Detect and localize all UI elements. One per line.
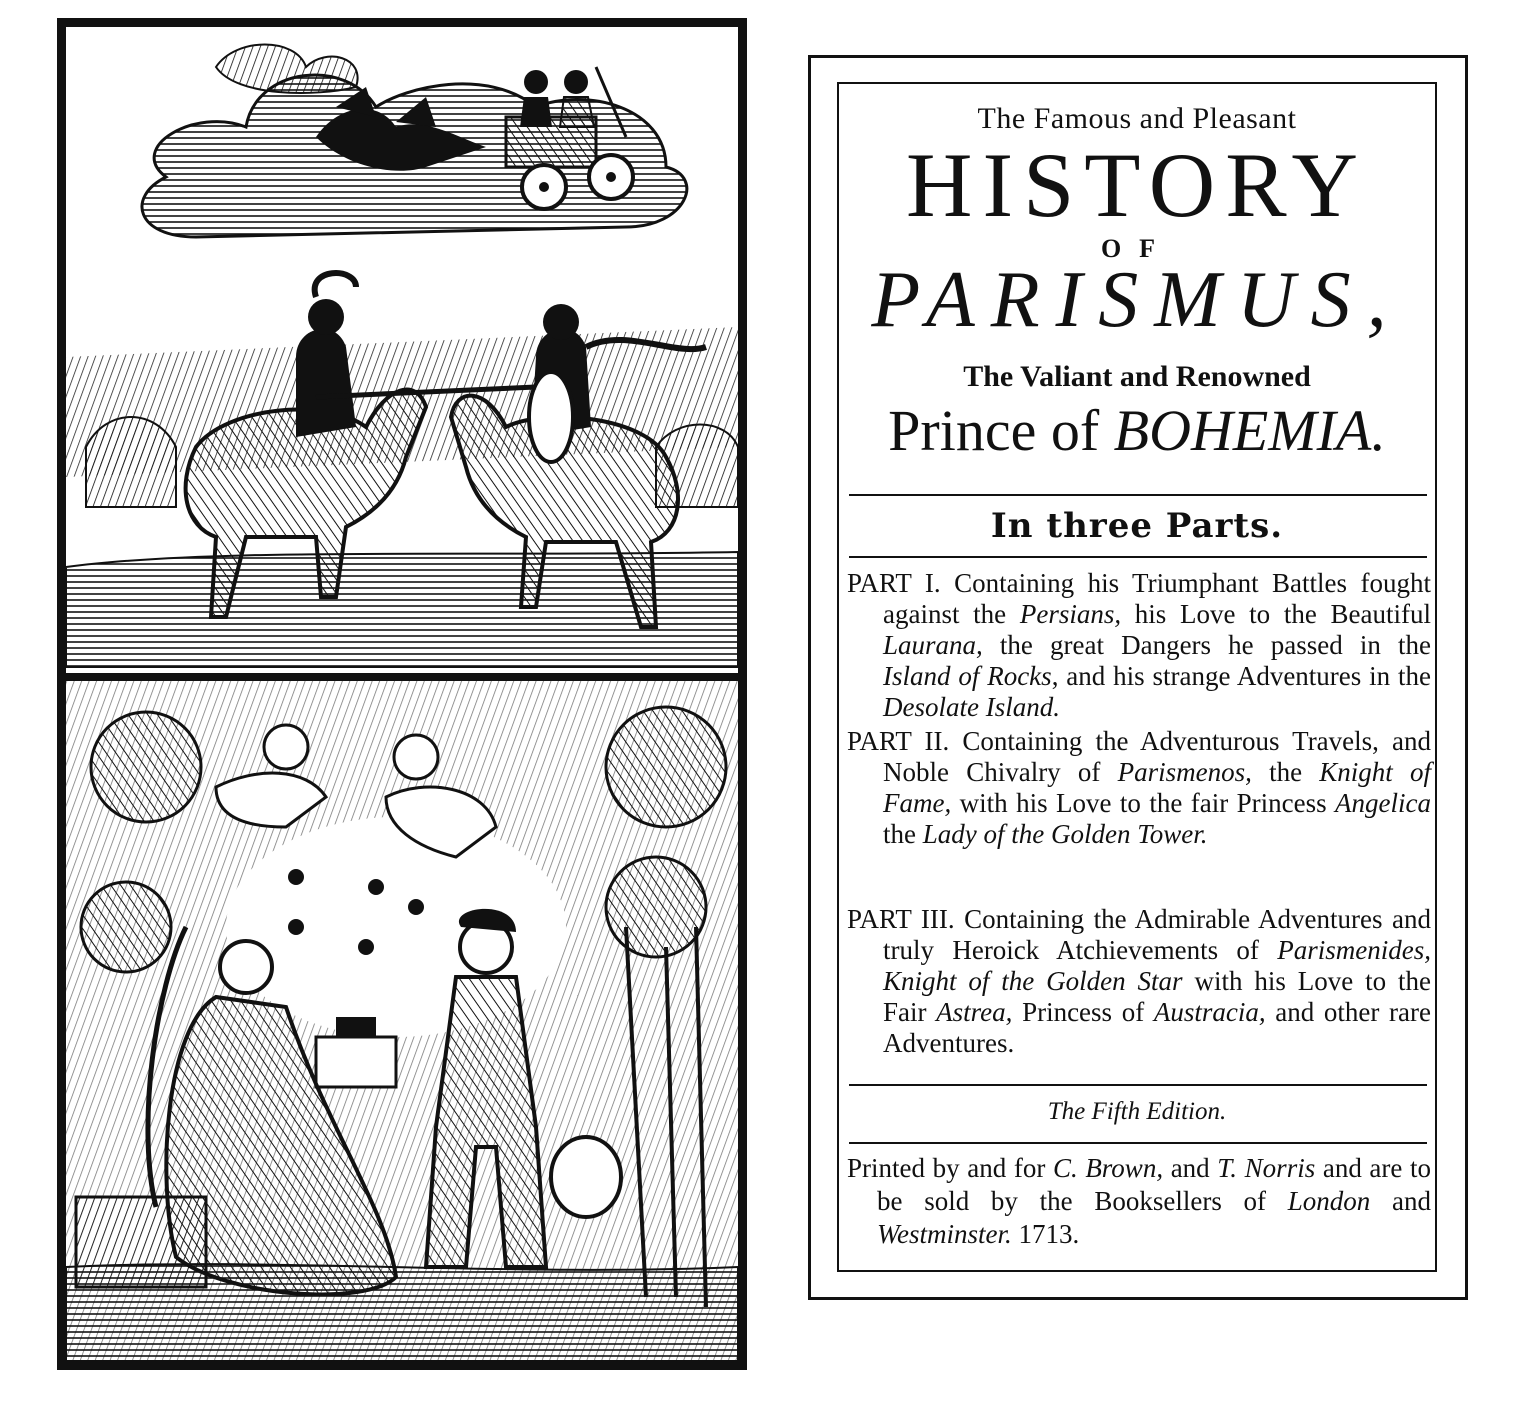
part-label: PART II. [847, 726, 950, 756]
part-two-description [847, 726, 1431, 850]
part-text: Containing his Triumphant Battles fought against the [883, 568, 1431, 629]
imprint-italic: London [1287, 1186, 1371, 1216]
part-italic: Parismenides, Knight of the Golden Star [883, 935, 1431, 996]
imprint-text: and [1370, 1186, 1431, 1216]
part-one-description [847, 568, 1431, 723]
title-line-valiant: The Valiant and Renowned [963, 360, 1311, 393]
woodcut-illustration [66, 27, 738, 1361]
part-italic: Angelica [1335, 788, 1431, 818]
lady-and-knight-garden-scene [66, 681, 738, 1361]
part-italic: Parismenos, [1117, 757, 1252, 787]
title-line-prince [839, 398, 1435, 463]
title-line-famous: The Famous and Pleasant [977, 102, 1297, 135]
edition-line: The Fifth Edition. [1047, 1098, 1227, 1125]
part-text: Containing the Admirable Adventures and truly Heroick Atchievements of [883, 904, 1431, 965]
imprint-text: Printed by and for [847, 1153, 1053, 1183]
part-italic: Island of Rocks [883, 661, 1052, 691]
title-line-parismus: PARISMUS, [871, 256, 1403, 344]
imprint-italic: Westminster. [877, 1219, 1012, 1249]
title-line-history: HISTORY [906, 134, 1368, 236]
imprint-text: and [1163, 1153, 1218, 1183]
imprint-year: 1713. [1011, 1219, 1080, 1249]
rule-divider [849, 494, 1427, 496]
imprint-text: and are to be sold by the Booksellers of [877, 1153, 1432, 1216]
part-text: his Love to the Beautiful [1121, 599, 1431, 629]
title-page [808, 55, 1468, 1300]
title-line-of: OF [1100, 234, 1174, 263]
imprint-italic: T. Norris [1217, 1153, 1316, 1183]
part-text: , and his strange Adventures in the [1051, 661, 1431, 691]
part-italic: Astrea, [936, 997, 1013, 1027]
frontispiece-woodcut [57, 18, 747, 1370]
part-text: and other rare Adventures. [883, 997, 1431, 1058]
title-page-inner-frame [837, 82, 1437, 1272]
part-text: Containing the Adventurous Travels, and Noble Chivalry of [883, 726, 1431, 787]
in-three-parts-heading: In three Parts. [990, 506, 1284, 546]
prince-of-text: Prince of [888, 398, 1114, 463]
rule-divider [849, 1084, 1427, 1086]
part-italic: Desolate Island. [883, 692, 1060, 722]
part-label: PART III. [847, 904, 955, 934]
part-text: the [1251, 757, 1320, 787]
part-italic: Lady of the Golden Tower. [922, 819, 1208, 849]
rule-divider [849, 556, 1427, 558]
part-italic: Persians, [1019, 599, 1122, 629]
bohemia-text: BOHEMIA. [1113, 398, 1386, 463]
imprint [847, 1152, 1431, 1251]
part-italic: Knight of Fame, [883, 757, 1432, 818]
part-italic: Austracia, [1153, 997, 1266, 1027]
part-text: with his Love to the Fair [883, 966, 1431, 1027]
part-label: PART I. [847, 568, 941, 598]
part-text: with his Love to the fair Princess [951, 788, 1336, 818]
rule-divider [849, 1142, 1427, 1144]
part-text: the great Dangers he passed in the [982, 630, 1431, 660]
part-text: Princess of [1012, 997, 1154, 1027]
jousting-knights-scene [66, 273, 738, 667]
part-three-description [847, 904, 1431, 1059]
imprint-italic: C. Brown, [1052, 1153, 1164, 1183]
chariot-in-clouds-scene [142, 45, 687, 238]
part-italic: Laurana, [883, 630, 983, 660]
part-text: the [883, 819, 923, 849]
